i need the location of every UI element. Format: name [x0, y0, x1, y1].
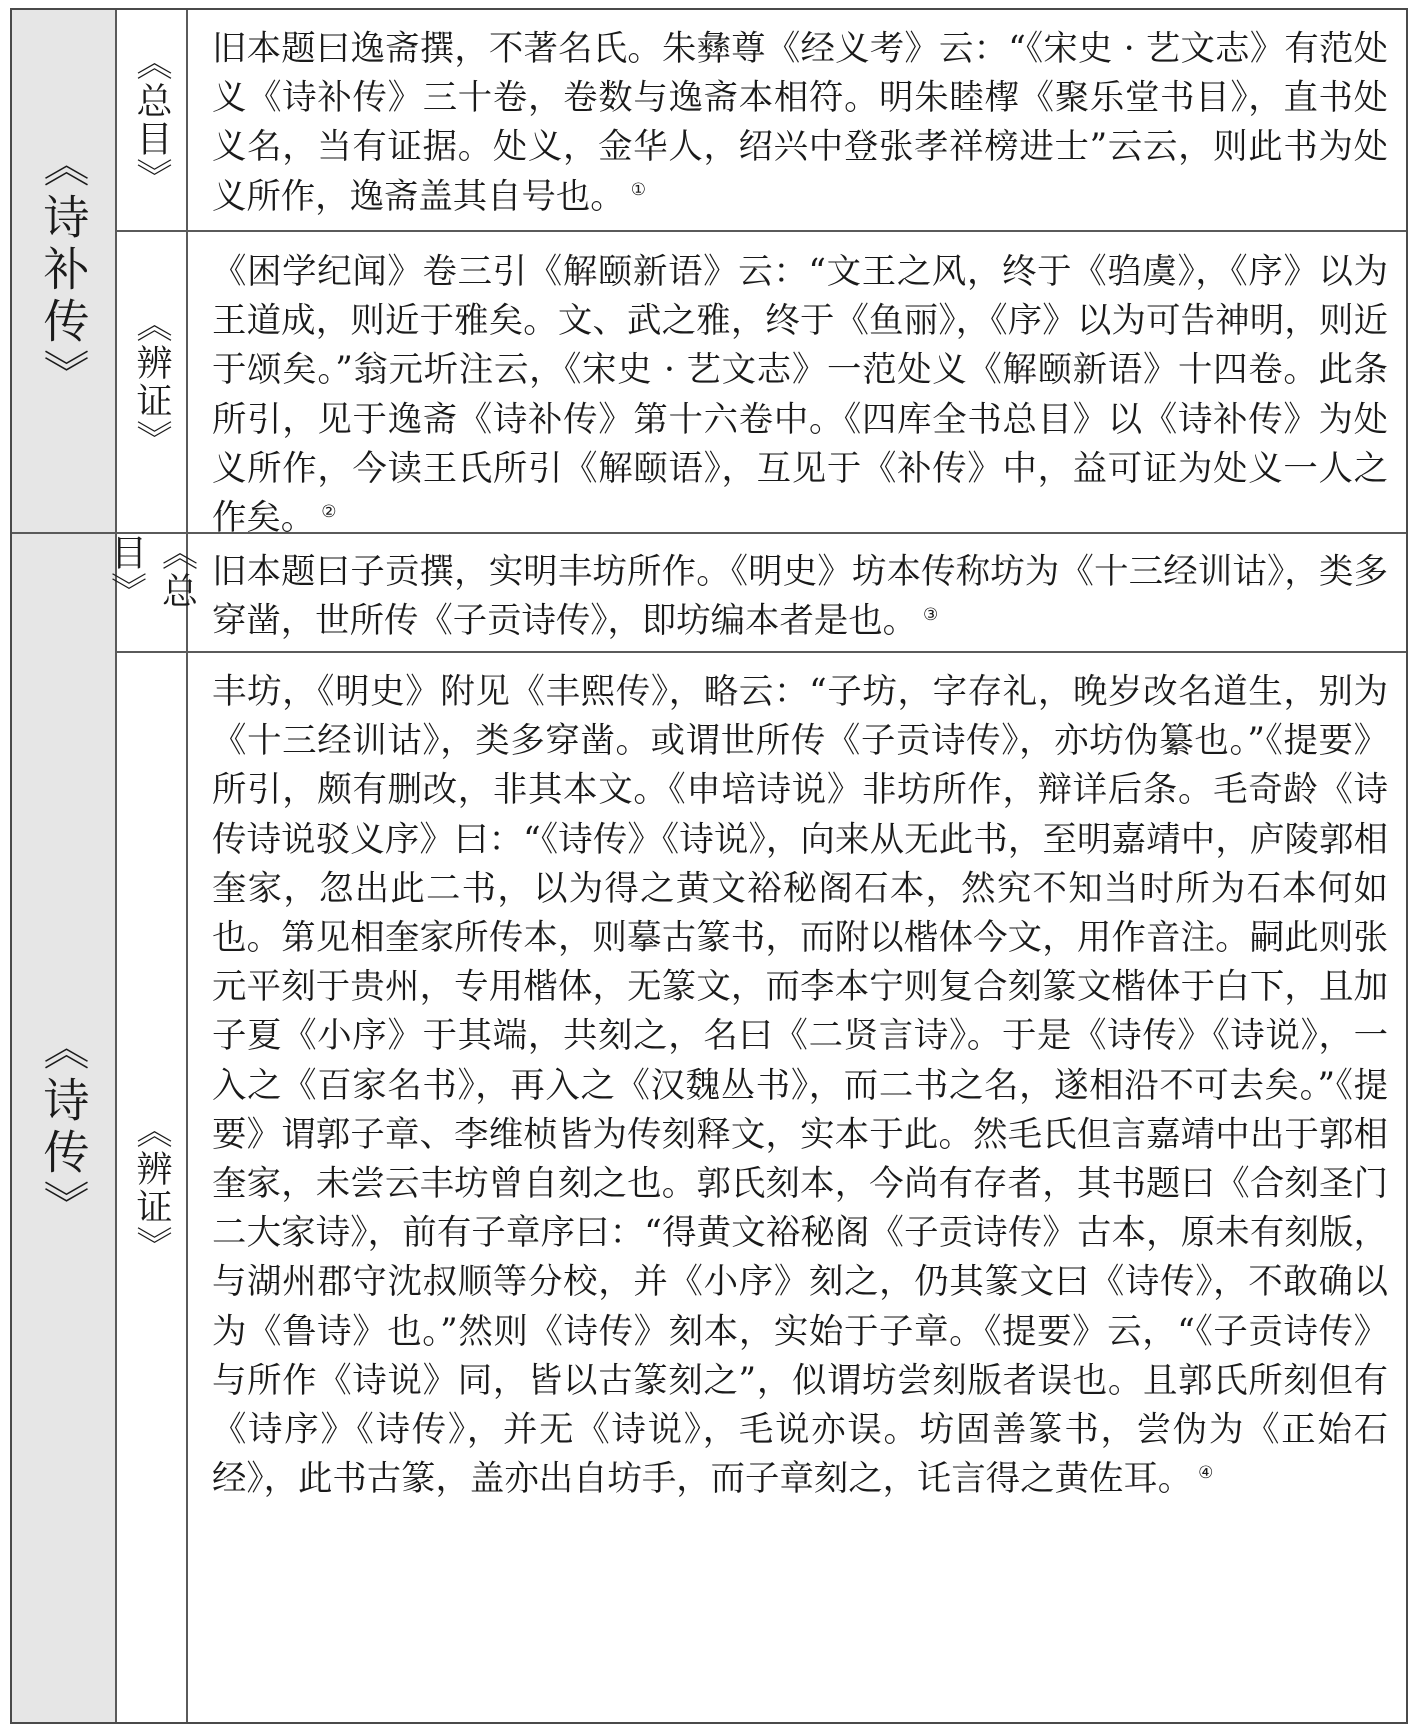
entry-text-cell: [188, 668, 1406, 1722]
footnote-marker: ④: [1198, 1462, 1214, 1483]
entry-text: 旧本题曰子贡撰，实明丰坊所作。《明史》坊本传称坊为《十三经训诂》，类多穿凿，世所传《子贡诗传》，即坊编本者是也。: [212, 552, 1388, 642]
entry-text-cell: [188, 25, 1406, 230]
comparison-table: [10, 8, 1408, 1724]
entry-label-cell: [117, 653, 186, 1722]
entry-label: 《总目》: [131, 44, 172, 196]
footnote-marker: ①: [630, 180, 646, 201]
entry-text-cell: [188, 248, 1406, 539]
row-divider: [115, 230, 1406, 232]
entry-text-cell: [188, 548, 1406, 651]
footnote-marker: ③: [923, 604, 939, 625]
entry-text: 旧本题曰逸斋撰，不著名氏。朱彝尊《经义考》云：“《宋史 · 艺文志》有范处义《诗补传》三十卷，卷数与逸斋本相符。明朱睦㮮《聚乐堂书目》，直书处义名，当有证据。处义，金华人，绍兴中登张孝祥榜进士”云云，则此书为处义所作，逸斋盖其自号也。: [212, 29, 1388, 217]
entry-text: 丰坊，《明史》附见《丰熙传》，略云：“子坊，字存礼，晚岁改名道生，别为《十三经训诂》，类多穿凿。或谓世所传《子贡诗传》，亦坊伪纂也。”《提要》所引，颇有删改，非其本文。《申培诗说》非坊所作，辩详后条。毛奇龄《诗传诗说驳义序》曰：“《诗传》《诗说》，向来从无此书，至明嘉靖中，庐陵郭相奎家，忽出此二书，以为得之黄文裕秘阁石本，然究不知当时所为石本何如也。第见相奎家所传本，则摹古篆书，而附以楷体今文，用作音注。嗣此则张元平刻于贵州，专用楷体，无篆文，而李本宁则复合刻篆文楷体于白下，且加子夏《小序》于其端，共刻之，名曰《二贤言诗》。于是《诗传》《诗说》，一入之《百家名书》，再入之《汉魏丛书》，而二书之名，遂相沿不可去矣。”《提要》谓郭子章、李维桢皆为传刻释文，实本于此。然毛氏但言嘉靖中出于郭相奎家，未尝云丰坊曾自刻之也。郭氏刻本，今尚有存者，其书题曰《合刻圣门二大家诗》，前有子章序曰：“得黄文裕秘阁《子贡诗传》古本，原未有刻版，与湖州郡守沈叔顺等分校，并《小序》刻之，仍其篆文曰《诗传》，不敢确以为《鲁诗》也。”然则《诗传》刻本，实始于子章。《提要》云，“《子贡诗传》与所作《诗说》同，皆以古篆刻之”，似谓坊尝刻版者误也。且郭氏所刻但有《诗序》《诗传》，并无《诗说》，毛说亦误。坊固善篆书，尝伪为《正始石经》，此书古篆，盖亦出自坊手，而子章刻之，讬言得之黄佐耳。: [212, 672, 1388, 1500]
entry-label-cell: [117, 10, 186, 230]
book-title-cell: [12, 10, 115, 532]
entry-label-cell: [105, 534, 198, 651]
book-title-cell: [12, 534, 115, 1722]
entry-label-cell: [117, 232, 186, 532]
entry-label: 《辨证》: [131, 306, 172, 458]
book-title: 《诗传》: [36, 1024, 91, 1232]
entry-label: 《总目》: [105, 534, 198, 610]
book-title: 《诗补传》: [36, 141, 91, 401]
entry-text: 《困学纪闻》卷三引《解颐新语》云：“文王之风，终于《驺虞》，《序》以为王道成，则近于雅矣。文、武之雅，终于《鱼丽》，《序》以为可告神明，则近于颂矣。”翁元圻注云，《宋史 · 艺文志》一范处义《解颐新语》十四卷。此条所引，见于逸斋《诗补传》第十六卷中。《四库全书总目》以《诗补传》为处义所作，今读王氏所引《解颐语》，互见于《补传》中，益可证为处义一人之作矣。: [212, 252, 1388, 539]
entry-label: 《辨证》: [131, 1111, 172, 1264]
footnote-marker: ②: [321, 501, 337, 522]
row-divider: [115, 651, 1406, 653]
